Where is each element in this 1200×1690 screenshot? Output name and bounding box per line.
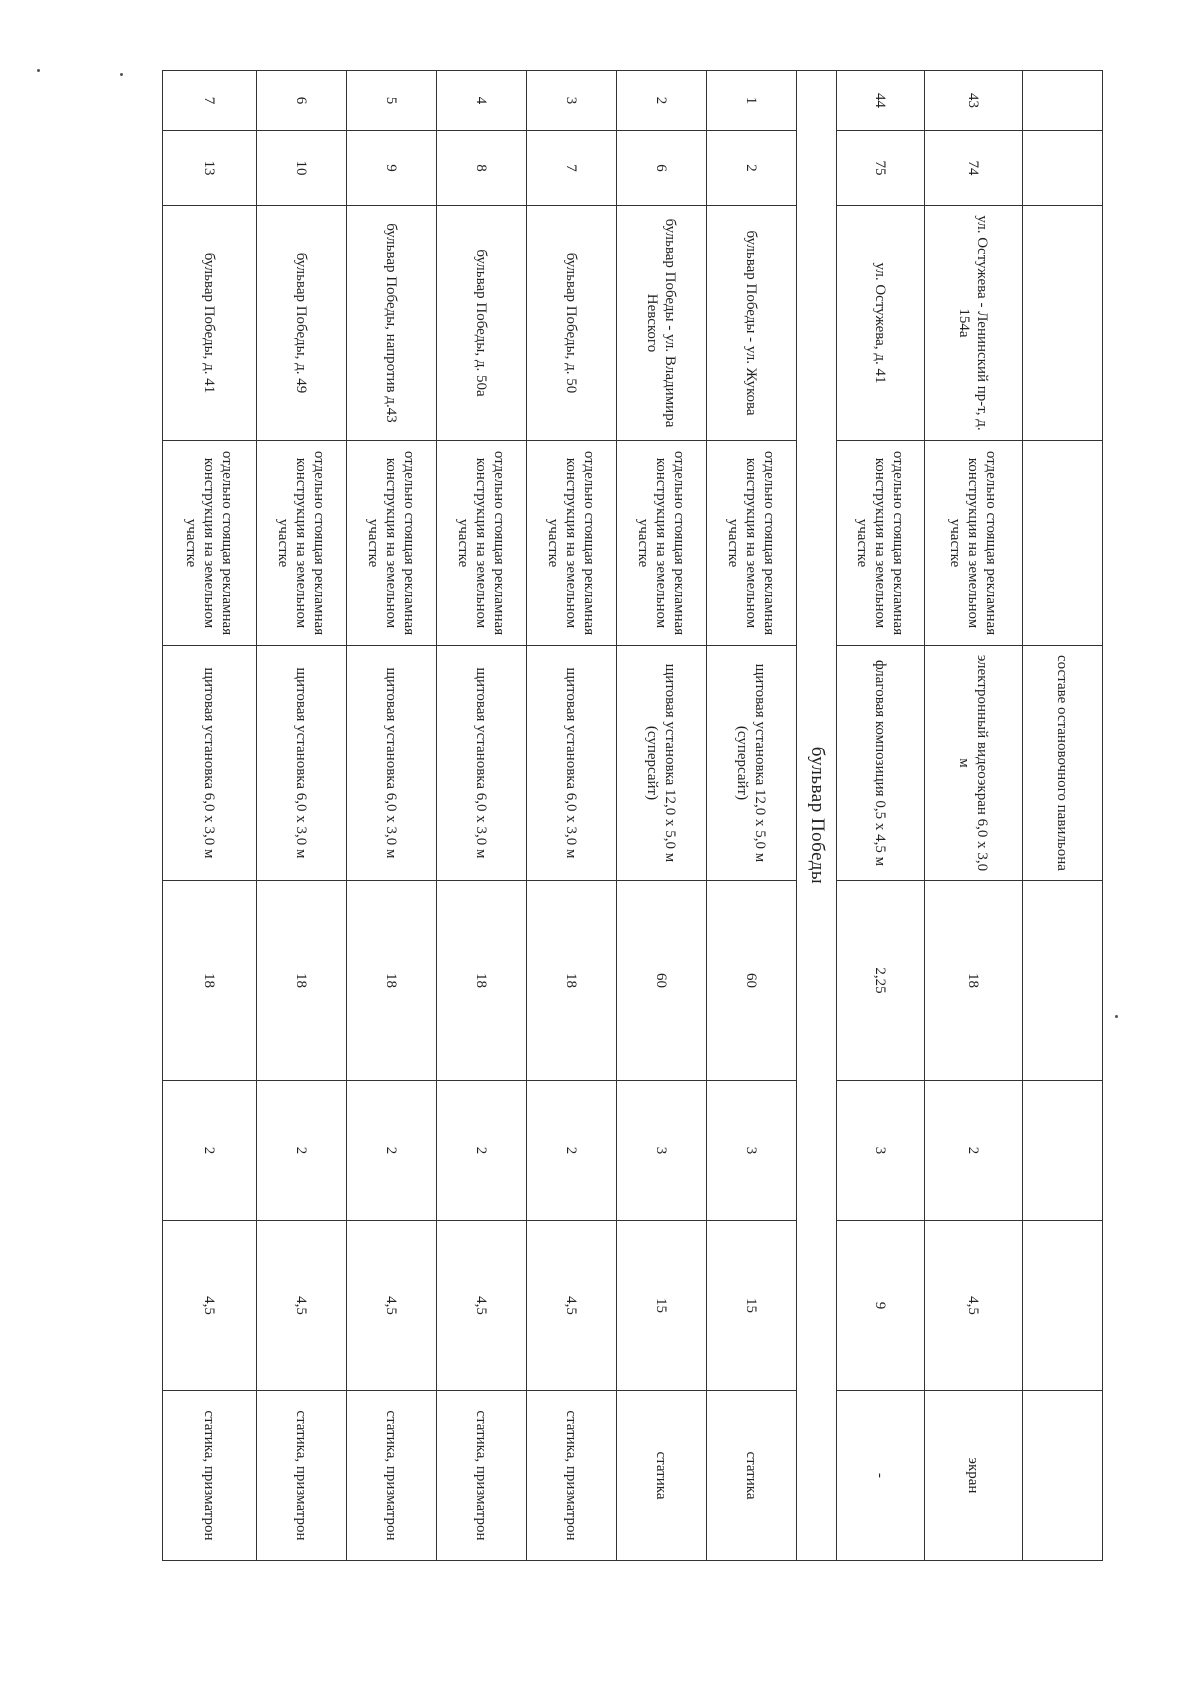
cell-sides: 2 bbox=[257, 1081, 347, 1221]
cell-technology: статика bbox=[617, 1391, 707, 1561]
cell-address: бульвар Победы, д. 49 bbox=[257, 206, 347, 441]
table-row bbox=[925, 71, 1023, 1561]
cell-num: 44 bbox=[837, 71, 925, 131]
cell-id: 6 bbox=[617, 131, 707, 206]
cell-technology: - bbox=[837, 1391, 925, 1561]
cell-total: 4,5 bbox=[437, 1221, 527, 1391]
cell-type: отдельно стоящая рекламная конструкция на земельном участке bbox=[347, 441, 437, 646]
cell-id: 9 bbox=[347, 131, 437, 206]
cell-technology: статика, призматрон bbox=[437, 1391, 527, 1561]
cell-address: бульвар Победы, д. 41 bbox=[163, 206, 257, 441]
table-row bbox=[617, 71, 707, 1561]
cell-area: 18 bbox=[257, 881, 347, 1081]
cell-area: 18 bbox=[527, 881, 617, 1081]
cell-technology: экран bbox=[925, 1391, 1023, 1561]
cell-sides: 3 bbox=[707, 1081, 797, 1221]
cell-description: щитовая установка 12,0 х 5,0 м (суперсайт) bbox=[617, 646, 707, 881]
table-row bbox=[837, 71, 925, 1561]
cell-technology: статика, призматрон bbox=[527, 1391, 617, 1561]
table-row bbox=[257, 71, 347, 1561]
cell-num bbox=[1023, 71, 1103, 131]
cell-description: щитовая установка 6,0 х 3,0 м bbox=[437, 646, 527, 881]
cell-sides: 2 bbox=[437, 1081, 527, 1221]
cell-description: щитовая установка 12,0 х 5,0 м (суперсайт) bbox=[707, 646, 797, 881]
cell-id: 75 bbox=[837, 131, 925, 206]
cell-type: отдельно стоящая рекламная конструкция на земельном участке bbox=[437, 441, 527, 646]
cell-num: 2 bbox=[617, 71, 707, 131]
table-row bbox=[437, 71, 527, 1561]
cell-description: щитовая установка 6,0 х 3,0 м bbox=[163, 646, 257, 881]
advertising-structures-table bbox=[162, 70, 1103, 1561]
cell-type: отдельно стоящая рекламная конструкция на земельном участке bbox=[617, 441, 707, 646]
cell-id: 10 bbox=[257, 131, 347, 206]
cell-address: ул. Остужева, д. 41 bbox=[837, 206, 925, 441]
cell-id: 13 bbox=[163, 131, 257, 206]
cell-area: 18 bbox=[437, 881, 527, 1081]
cell-type: отдельно стоящая рекламная конструкция на земельном участке bbox=[163, 441, 257, 646]
cell-description: электронный видеоэкран 6,0 х 3,0 м bbox=[925, 646, 1023, 881]
cell-type: отдельно стоящая рекламная конструкция на земельном участке bbox=[527, 441, 617, 646]
table-row bbox=[707, 71, 797, 1561]
cell-area: 2,25 bbox=[837, 881, 925, 1081]
cell-area: 18 bbox=[163, 881, 257, 1081]
cell-id: 74 bbox=[925, 131, 1023, 206]
cell-id: 8 bbox=[437, 131, 527, 206]
cell-address: бульвар Победы, напротив д.43 bbox=[347, 206, 437, 441]
cell-num: 5 bbox=[347, 71, 437, 131]
cell-sides: 3 bbox=[837, 1081, 925, 1221]
cell-sides: 3 bbox=[617, 1081, 707, 1221]
scan-speck bbox=[1115, 1015, 1118, 1018]
cell-total: 9 bbox=[837, 1221, 925, 1391]
cell-total bbox=[1023, 1221, 1103, 1391]
cell-description: составе остановочного павильона bbox=[1023, 646, 1103, 881]
rotated-table-wrapper bbox=[163, 70, 1103, 1560]
cell-id bbox=[1023, 131, 1103, 206]
cell-id: 7 bbox=[527, 131, 617, 206]
cell-type: отдельно стоящая рекламная конструкция на земельном участке bbox=[837, 441, 925, 646]
table-row bbox=[347, 71, 437, 1561]
cell-id: 2 bbox=[707, 131, 797, 206]
cell-address: ул. Остужева - Ленинский пр-т, д. 154а bbox=[925, 206, 1023, 441]
cell-address: бульвар Победы - ул. Жукова bbox=[707, 206, 797, 441]
cell-area: 60 bbox=[617, 881, 707, 1081]
cell-sides: 2 bbox=[163, 1081, 257, 1221]
cell-sides bbox=[1023, 1081, 1103, 1221]
section-title: бульвар Победы bbox=[797, 71, 837, 1561]
cell-technology: статика, призматрон bbox=[163, 1391, 257, 1561]
cell-total: 4,5 bbox=[347, 1221, 437, 1391]
table-row bbox=[527, 71, 617, 1561]
cell-num: 7 bbox=[163, 71, 257, 131]
cell-area bbox=[1023, 881, 1103, 1081]
table-row bbox=[1023, 71, 1103, 1561]
table-row bbox=[163, 71, 257, 1561]
cell-total: 4,5 bbox=[257, 1221, 347, 1391]
cell-address: бульвар Победы - ул. Владимира Невского bbox=[617, 206, 707, 441]
cell-technology bbox=[1023, 1391, 1103, 1561]
cell-area: 18 bbox=[925, 881, 1023, 1081]
cell-num: 43 bbox=[925, 71, 1023, 131]
cell-technology: статика, призматрон bbox=[347, 1391, 437, 1561]
cell-address: бульвар Победы, д. 50а bbox=[437, 206, 527, 441]
cell-technology: статика bbox=[707, 1391, 797, 1561]
cell-area: 60 bbox=[707, 881, 797, 1081]
cell-total: 4,5 bbox=[163, 1221, 257, 1391]
cell-address bbox=[1023, 206, 1103, 441]
cell-area: 18 bbox=[347, 881, 437, 1081]
cell-type: отдельно стоящая рекламная конструкция на земельном участке bbox=[925, 441, 1023, 646]
cell-num: 1 bbox=[707, 71, 797, 131]
cell-type: отдельно стоящая рекламная конструкция на земельном участке bbox=[257, 441, 347, 646]
cell-total: 15 bbox=[707, 1221, 797, 1391]
cell-sides: 2 bbox=[527, 1081, 617, 1221]
cell-total: 4,5 bbox=[527, 1221, 617, 1391]
cell-total: 4,5 bbox=[925, 1221, 1023, 1391]
cell-description: флаговая композиция 0,5 х 4,5 м bbox=[837, 646, 925, 881]
cell-num: 6 bbox=[257, 71, 347, 131]
cell-description: щитовая установка 6,0 х 3,0 м bbox=[257, 646, 347, 881]
cell-description: щитовая установка 6,0 х 3,0 м bbox=[527, 646, 617, 881]
section-row bbox=[797, 71, 837, 1561]
scan-speck bbox=[120, 73, 123, 76]
cell-num: 4 bbox=[437, 71, 527, 131]
scan-speck bbox=[37, 69, 40, 72]
cell-address: бульвар Победы, д. 50 bbox=[527, 206, 617, 441]
cell-type: отдельно стоящая рекламная конструкция на земельном участке bbox=[707, 441, 797, 646]
cell-technology: статика, призматрон bbox=[257, 1391, 347, 1561]
cell-sides: 2 bbox=[347, 1081, 437, 1221]
cell-type bbox=[1023, 441, 1103, 646]
cell-num: 3 bbox=[527, 71, 617, 131]
cell-sides: 2 bbox=[925, 1081, 1023, 1221]
cell-total: 15 bbox=[617, 1221, 707, 1391]
cell-description: щитовая установка 6,0 х 3,0 м bbox=[347, 646, 437, 881]
